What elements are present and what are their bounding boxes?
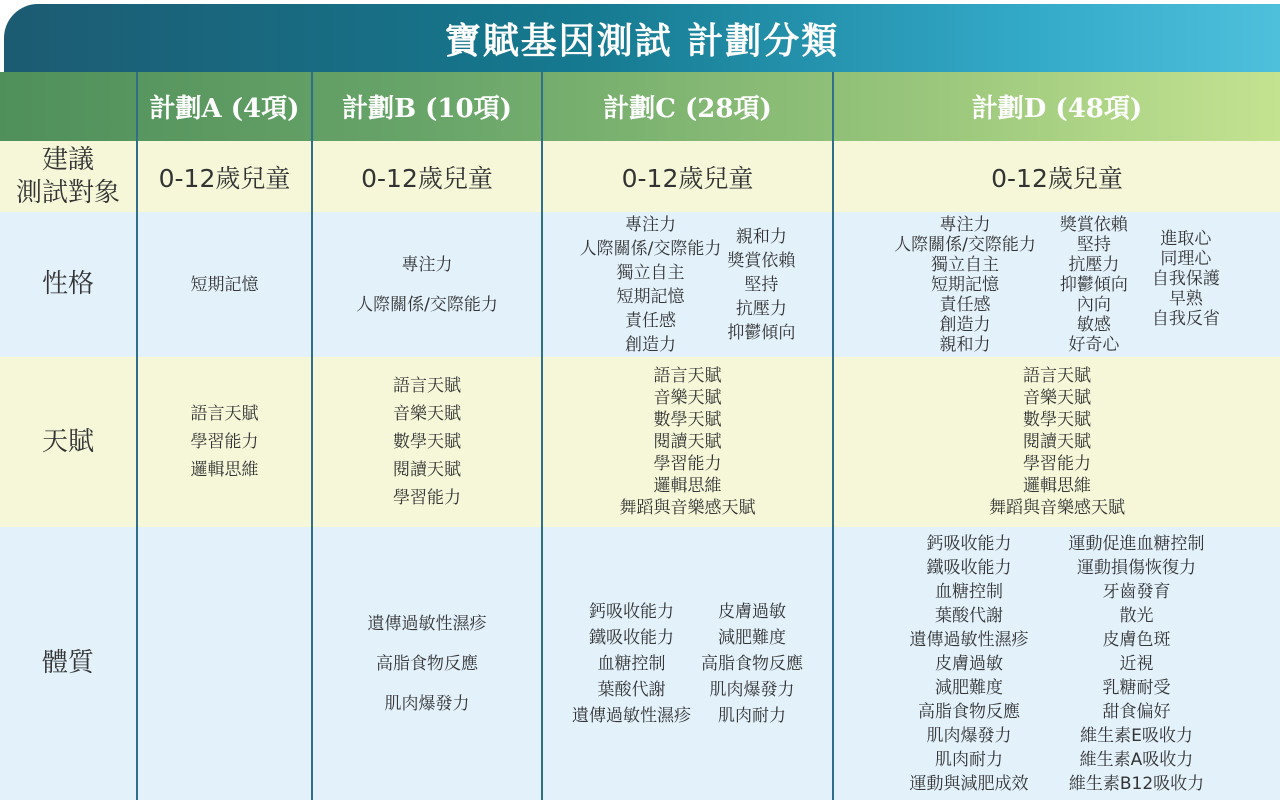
list-item: 學習能力 — [393, 488, 461, 508]
list-item: 音樂天賦 — [393, 404, 461, 424]
list-item: 運動促進血糖控制 — [1068, 533, 1205, 554]
list-item: 獨立自主 — [930, 254, 999, 275]
list-item: 獎賞依賴 — [727, 250, 796, 271]
header-plan-a: 計劃A (4項) — [138, 72, 313, 141]
list-item: 皮膚過敏 — [718, 601, 786, 622]
list-item: 邏輯思維 — [1023, 476, 1091, 496]
personality-plan-d — [834, 212, 1280, 357]
list-item: 鈣吸收能力 — [589, 601, 674, 622]
list-item: 近視 — [1119, 653, 1154, 674]
list-item: 肌肉耐力 — [935, 749, 1003, 770]
list-item: 語言天賦 — [653, 366, 722, 386]
list-item: 語言天賦 — [1023, 366, 1091, 386]
list-item: 高脂食物反應 — [376, 653, 478, 674]
row-label-text: 體質 — [41, 648, 94, 679]
list-item: 鐵吸收能力 — [926, 557, 1012, 578]
list-item: 鐵吸收能力 — [589, 627, 674, 648]
list-item: 自我保護 — [1151, 268, 1220, 289]
list-item: 學習能力 — [1023, 454, 1091, 474]
title-banner — [4, 4, 1280, 72]
list-item: 堅持 — [1076, 234, 1111, 255]
list-item: 人際關係/交際能力 — [356, 294, 498, 315]
target-plan-b — [313, 141, 543, 212]
list-item: 舞蹈與音樂感天賦 — [619, 498, 756, 518]
list-item: 維生素B12吸收力 — [1068, 773, 1205, 794]
list-item: 語言天賦 — [393, 376, 461, 396]
talent-plan-c — [543, 357, 834, 527]
list-item: 甜食偏好 — [1102, 701, 1171, 722]
list-item: 鈣吸收能力 — [926, 533, 1012, 554]
list-item: 抗壓力 — [1068, 254, 1120, 275]
body-plan-c — [543, 527, 834, 800]
list-item: 運動損傷恢復力 — [1077, 557, 1196, 578]
target-plan-a — [138, 141, 313, 212]
list-item: 葉酸代謝 — [935, 605, 1003, 626]
list-item: 專注力 — [401, 254, 453, 275]
list-item: 自我反省 — [1151, 308, 1220, 329]
list-item: 皮膚色斑 — [1102, 629, 1171, 650]
list-item: 語言天賦 — [190, 404, 259, 424]
list-item: 遺傳過敏性濕疹 — [909, 629, 1029, 650]
list-item: 學習能力 — [653, 454, 722, 474]
list-item: 親和力 — [735, 226, 787, 247]
row-label-text: 性格 — [41, 269, 94, 300]
target-plan-c — [543, 141, 834, 212]
plan-header-row — [0, 72, 1280, 141]
personality-plan-b — [313, 212, 543, 357]
age-text: 0-12歲兒童 — [158, 163, 291, 193]
list-item: 散光 — [1119, 605, 1154, 626]
talent-plan-d — [834, 357, 1280, 527]
row-label-personality — [0, 212, 138, 357]
list-item: 音樂天賦 — [1023, 388, 1091, 408]
list-item: 同理心 — [1160, 248, 1212, 269]
list-item: 抗壓力 — [735, 298, 787, 319]
list-item: 邏輯思維 — [190, 460, 259, 480]
body-plan-b — [313, 527, 543, 800]
list-item: 維生素A吸收力 — [1079, 749, 1194, 770]
list-item: 敏感 — [1076, 314, 1111, 335]
row-label-line: 測試對象 — [15, 177, 120, 208]
list-item: 抑鬱傾向 — [727, 322, 796, 343]
list-item: 進取心 — [1160, 228, 1212, 249]
row-label-talent — [0, 357, 138, 527]
list-item: 責任感 — [939, 294, 991, 315]
list-item: 數學天賦 — [393, 432, 461, 452]
list-item: 抑鬱傾向 — [1059, 274, 1128, 295]
list-item: 肌肉耐力 — [718, 705, 786, 726]
list-item: 遺傳過敏性濕疹 — [572, 705, 691, 726]
list-item: 人際關係/交際能力 — [894, 234, 1036, 255]
list-item: 創造力 — [939, 314, 991, 335]
list-item: 運動與減肥成效 — [909, 773, 1029, 794]
header-plan-d: 計劃D (48項) — [971, 94, 1143, 124]
list-item: 閱讀天賦 — [393, 460, 461, 480]
age-text: 0-12歲兒童 — [991, 163, 1123, 193]
row-body — [0, 527, 1280, 800]
list-item: 閱讀天賦 — [1023, 432, 1091, 452]
list-item: 好奇心 — [1068, 334, 1120, 355]
header-plan-b: 計劃B (10項) — [313, 72, 543, 141]
list-item: 肌肉爆發力 — [709, 679, 795, 700]
list-item: 責任感 — [624, 310, 676, 331]
personality-plan-c — [543, 212, 834, 357]
list-item: 高脂食物反應 — [701, 653, 803, 674]
list-item: 學習能力 — [190, 432, 259, 452]
list-item: 遺傳過敏性濕疹 — [367, 613, 487, 634]
list-item: 牙齒發育 — [1102, 581, 1171, 602]
list-item: 閱讀天賦 — [653, 432, 722, 452]
list-item: 專注力 — [624, 214, 676, 235]
age-text: 0-12歲兒童 — [361, 163, 493, 193]
row-label-body — [0, 527, 138, 800]
target-plan-d — [834, 141, 1280, 212]
list-item: 葉酸代謝 — [597, 679, 666, 700]
list-item: 專注力 — [939, 214, 991, 235]
header-corner — [0, 72, 138, 141]
list-item: 高脂食物反應 — [918, 701, 1020, 722]
list-item: 血糖控制 — [935, 581, 1003, 602]
list-item: 獎賞依賴 — [1059, 214, 1128, 235]
talent-plan-a — [138, 357, 313, 527]
list-item: 維生素E吸收力 — [1080, 725, 1193, 746]
list-item: 短期記憶 — [616, 286, 685, 307]
body-plan-d — [834, 527, 1280, 800]
list-item: 獨立自主 — [616, 262, 685, 283]
row-label-target — [0, 141, 138, 212]
list-item: 數學天賦 — [1023, 410, 1091, 430]
list-item: 減肥難度 — [935, 677, 1003, 698]
row-personality — [0, 212, 1280, 357]
list-item: 創造力 — [624, 334, 676, 355]
list-item: 減肥難度 — [718, 627, 786, 648]
personality-plan-a — [138, 212, 313, 357]
row-label-text: 天賦 — [41, 426, 94, 457]
body-plan-a — [138, 527, 313, 800]
list-item: 肌肉爆發力 — [384, 693, 470, 714]
row-talent — [0, 357, 1280, 527]
list-item: 堅持 — [744, 274, 779, 295]
list-item: 短期記憶 — [190, 274, 259, 295]
list-item: 乳糖耐受 — [1102, 677, 1171, 698]
list-item: 舞蹈與音樂感天賦 — [989, 498, 1125, 518]
list-item: 肌肉爆發力 — [926, 725, 1012, 746]
list-item: 人際關係/交際能力 — [579, 238, 722, 259]
list-item: 親和力 — [939, 334, 991, 355]
list-item: 音樂天賦 — [653, 388, 722, 408]
list-item: 邏輯思維 — [653, 476, 722, 496]
page-title: 寶賦基因測試 計劃分類 — [444, 19, 840, 62]
talent-plan-b — [313, 357, 543, 527]
list-item: 短期記憶 — [930, 274, 999, 295]
list-item: 數學天賦 — [653, 410, 722, 430]
list-item: 皮膚過敏 — [935, 653, 1003, 674]
age-text: 0-12歲兒童 — [621, 163, 754, 193]
list-item: 血糖控制 — [597, 653, 666, 674]
row-target-group — [0, 141, 1280, 212]
header-plan-c: 計劃C (28項) — [543, 72, 834, 141]
row-label-line: 建議 — [41, 145, 94, 175]
list-item: 早熟 — [1168, 288, 1203, 309]
list-item: 內向 — [1076, 294, 1111, 315]
